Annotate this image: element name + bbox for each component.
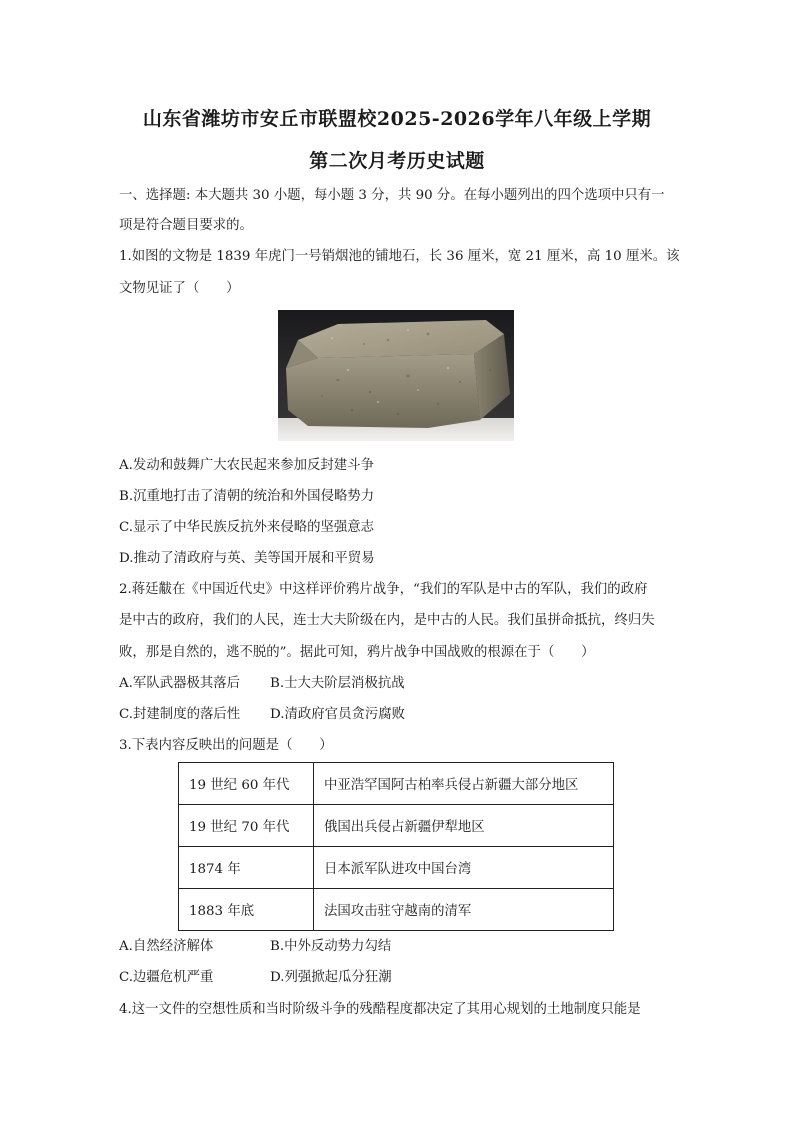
q2-stem-line3: 败，那是自然的，逃不脱的”。据此可知，鸦片战争中国战败的根源在于（ ）	[119, 645, 595, 660]
q1-option-a: A.发动和鼓舞广大农民起来参加反封建斗争	[119, 458, 374, 473]
table-row	[179, 805, 614, 847]
table-cell-event: 日本派军队进攻中国台湾	[314, 847, 614, 889]
paving-stone-image	[278, 310, 514, 441]
exam-title-line2: 第二次月考历史试题	[309, 150, 485, 172]
table-cell-period: 19 世纪 70 年代	[179, 805, 314, 847]
q2-option-c: C.封建制度的落后性	[119, 707, 241, 722]
table-row	[179, 763, 614, 805]
q1-option-b: B.沉重地打击了清朝的统治和外国侵略势力	[119, 489, 375, 504]
paving-stone-photo	[278, 310, 514, 441]
q3-events-table	[178, 762, 614, 931]
q2-option-d: D.清政府官员贪污腐败	[270, 707, 406, 722]
q3-option-a: A.自然经济解体	[119, 939, 214, 954]
q1-option-c: C.显示了中华民族反抗外来侵略的坚强意志	[119, 520, 375, 535]
table-cell-period: 1874 年	[179, 847, 314, 889]
q3-option-c: C.边疆危机严重	[119, 970, 214, 985]
q1-option-d: D.推动了清政府与英、美等国开展和平贸易	[119, 551, 375, 566]
q2-stem-line2: 是中古的政府，我们的人民，连士大夫阶级在内，是中古的人民。我们虽拼命抵抗，终归失	[119, 613, 655, 628]
section-instructions-line1: 一、选择题: 本大题共 30 小题，每小题 3 分，共 90 分。在每小题列出的四个选项中只有一	[119, 188, 665, 203]
exam-title-line1: 山东省潍坊市安丘市联盟校2025-2026学年八年级上学期	[142, 108, 652, 130]
q3-option-b: B.中外反动势力勾结	[270, 939, 392, 954]
q1-stem-line2: 文物见证了（ ）	[119, 281, 240, 296]
q2-stem-line1: 2.蒋廷黻在《中国近代史》中这样评价鸦片战争，“我们的军队是中古的军队，我们的政府	[119, 582, 648, 597]
table-cell-event: 法国攻击驻守越南的清军	[314, 889, 614, 931]
table-cell-event: 中亚浩罕国阿古柏率兵侵占新疆大部分地区	[314, 763, 614, 805]
section-instructions-line2: 项是符合题目要求的。	[119, 218, 253, 233]
q2-option-a: A.军队武器极其落后	[119, 676, 241, 691]
table-row	[179, 889, 614, 931]
q2-option-b: B.士大夫阶层消极抗战	[270, 676, 405, 691]
q4-stem-line1: 4.这一文件的空想性质和当时阶级斗争的残酷程度都决定了其用心规划的土地制度只能是	[119, 1002, 641, 1017]
table-cell-period: 1883 年底	[179, 889, 314, 931]
table-row	[179, 847, 614, 889]
q3-stem: 3.下表内容反映出的问题是（ ）	[119, 738, 333, 753]
table-cell-event: 俄国出兵侵占新疆伊犁地区	[314, 805, 614, 847]
table-cell-period: 19 世纪 60 年代	[179, 763, 314, 805]
q3-option-d: D.列强掀起瓜分狂潮	[270, 970, 392, 985]
q1-stem-line1: 1.如图的文物是 1839 年虎门一号销烟池的铺地石，长 36 厘米，宽 21 厘米，高 10 厘米。该	[119, 249, 680, 264]
